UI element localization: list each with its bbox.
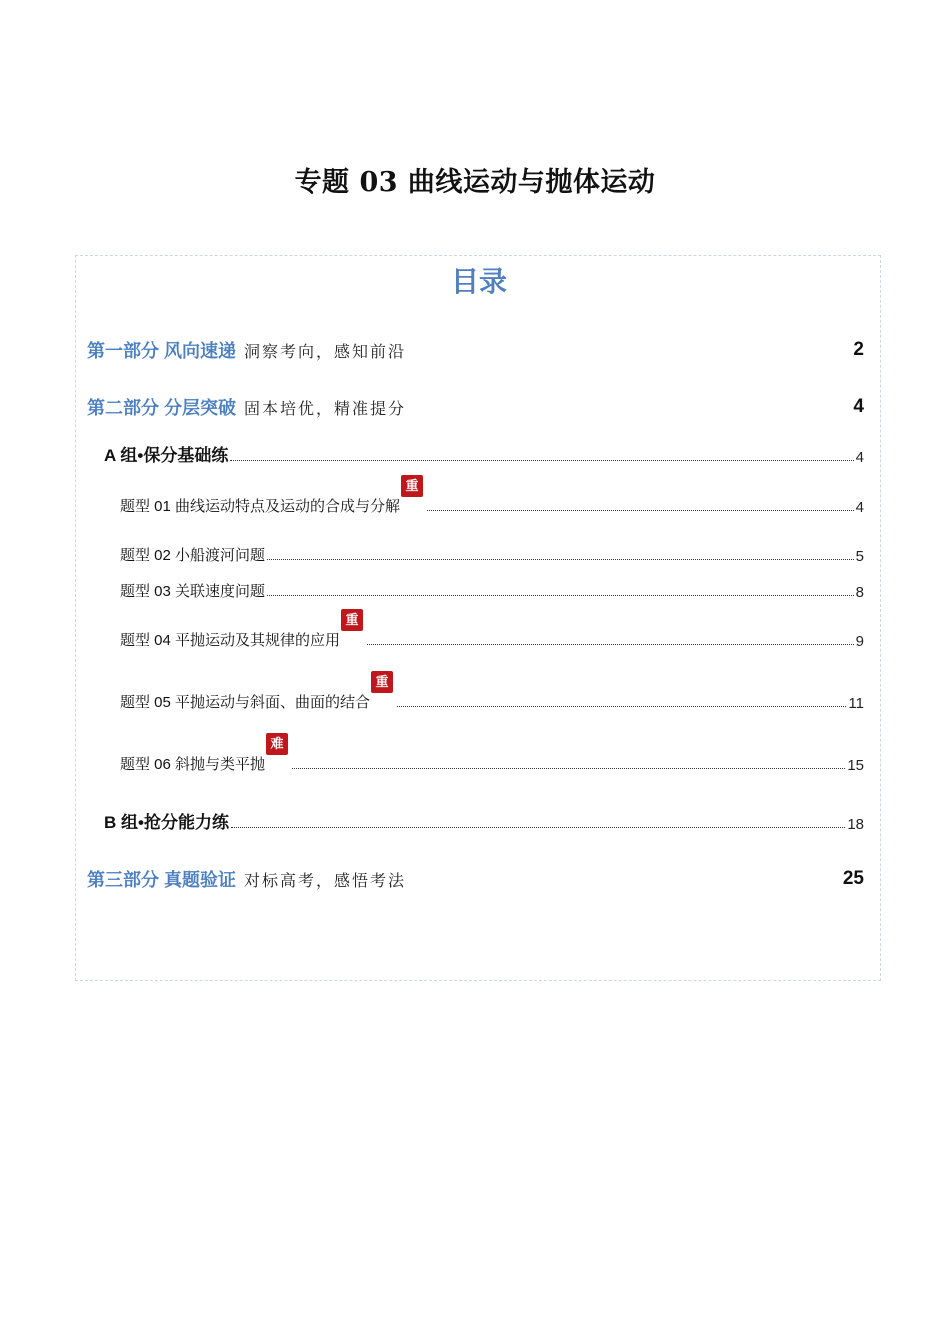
- toc-topic-05[interactable]: [120, 674, 864, 712]
- toc-heading: 目录: [450, 266, 507, 297]
- toc-part-2[interactable]: [87, 393, 864, 421]
- topic-label: 题型 03 关联速度问题: [120, 583, 266, 600]
- topic-page-number: 4: [855, 499, 864, 516]
- key-tag-badge: 重: [371, 671, 393, 693]
- toc-topic-02[interactable]: [120, 541, 864, 565]
- document-title: 专题 03 曲线运动与抛体运动: [294, 167, 656, 198]
- dot-leader: [231, 827, 845, 828]
- topic-page-number: 9: [855, 633, 864, 650]
- dot-leader: [267, 559, 854, 560]
- topic-page-number: 11: [848, 695, 864, 712]
- topic-label: 题型 05 平抛运动与斜面、曲面的结合: [120, 694, 371, 711]
- toc-topic-04[interactable]: [120, 612, 864, 650]
- toc-part-3[interactable]: [87, 865, 864, 893]
- toc-group-b[interactable]: [104, 809, 864, 833]
- toc-topic-01[interactable]: [120, 478, 864, 516]
- group-page-number: 18: [847, 816, 864, 833]
- dot-leader: [367, 644, 854, 645]
- group-label: A 组•保分基础练: [104, 446, 229, 465]
- part-subtitle: 固本培优，精准提分: [244, 398, 407, 418]
- topic-label: 题型 04 平抛运动及其规律的应用: [120, 632, 341, 649]
- topic-label: 题型 02 小船渡河问题: [120, 547, 266, 564]
- dot-leader: [397, 706, 846, 707]
- group-label: B 组•抢分能力练: [104, 813, 229, 832]
- dot-leader: [292, 768, 845, 769]
- difficult-tag-badge: 难: [266, 733, 288, 755]
- dot-leader: [267, 595, 854, 596]
- toc-topic-06[interactable]: [120, 736, 864, 774]
- dot-leader: [427, 510, 854, 511]
- toc-container: [75, 255, 881, 981]
- part-page-number: 25: [842, 868, 864, 889]
- part-subtitle: 对标高考，感悟考法: [244, 870, 407, 890]
- part-label: 第一部分 风向速递: [87, 341, 237, 361]
- part-label: 第二部分 分层突破: [87, 398, 237, 418]
- part-page-number: 2: [853, 339, 864, 360]
- group-page-number: 4: [855, 449, 864, 466]
- toc-group-a[interactable]: [104, 442, 864, 466]
- topic-page-number: 15: [847, 757, 864, 774]
- topic-label: 题型 06 斜抛与类平抛: [120, 756, 266, 773]
- topic-page-number: 5: [855, 548, 864, 565]
- part-subtitle: 洞察考向，感知前沿: [244, 341, 407, 361]
- part-page-number: 4: [853, 396, 864, 417]
- key-tag-badge: 重: [401, 475, 423, 497]
- topic-page-number: 8: [855, 584, 864, 601]
- toc-topic-03[interactable]: [120, 577, 864, 601]
- topic-label: 题型 01 曲线运动特点及运动的合成与分解: [120, 498, 401, 515]
- toc-part-1[interactable]: [87, 336, 864, 364]
- dot-leader: [230, 460, 853, 461]
- part-label: 第三部分 真题验证: [87, 870, 237, 890]
- key-tag-badge: 重: [341, 609, 363, 631]
